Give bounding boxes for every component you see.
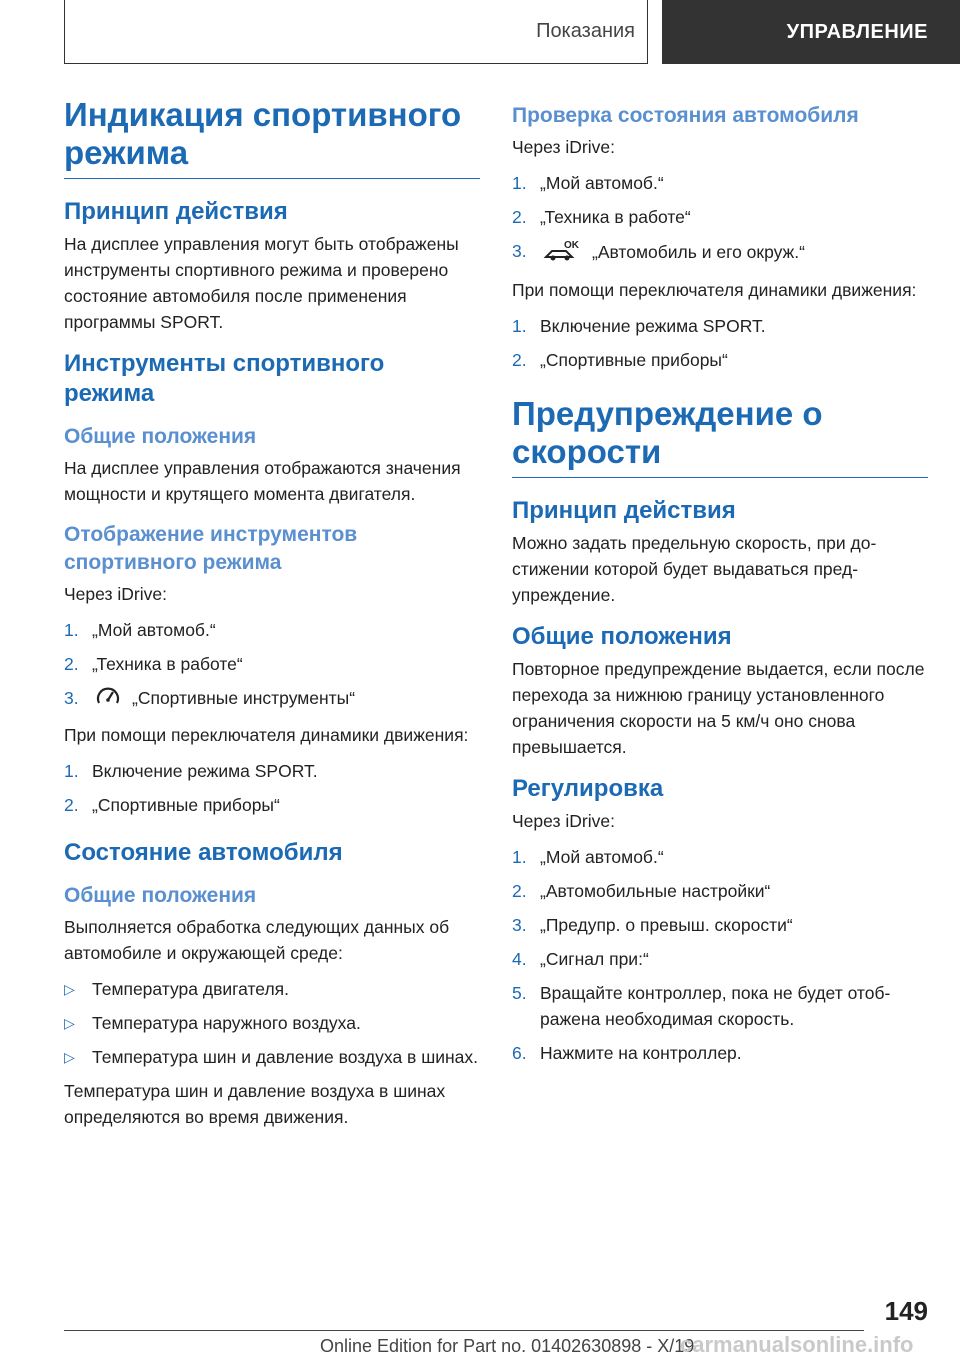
triangle-bullet-icon: ▷	[64, 1049, 75, 1065]
paragraph-tire-data: Температура шин и давление воздуха в шинах определяются во время движения.	[64, 1081, 446, 1127]
list-item: 2. „Техника в работе“	[64, 654, 243, 674]
paragraph-switch: При помощи переключателя динамики движения:	[64, 725, 469, 745]
header-section-tab	[64, 0, 648, 64]
page-number: 149	[884, 1296, 928, 1326]
triangle-bullet-icon: ▷	[64, 981, 75, 997]
watermark: carmanualsonline.info	[680, 1332, 914, 1357]
header-section-label: Показания	[536, 20, 635, 42]
left-column	[64, 96, 480, 1140]
paragraph-via-idrive: Через iDrive:	[512, 137, 615, 157]
section-heading-adjustment: Регулировка	[512, 775, 664, 802]
title-divider	[512, 477, 928, 478]
list-item: ▷ Температура шин и давление воздуха в шинах.	[64, 1044, 480, 1070]
list-item: 2. „Спортивные приборы“	[512, 350, 728, 370]
header-chapter-tab	[662, 0, 960, 64]
page-title-speed-warning: Предупреждение о скорости	[512, 395, 823, 470]
svg-text:OK: OK	[564, 240, 579, 251]
paragraph-data-processing: Выполняется обработка следующих данных об автомобиле и окружающей среде:	[64, 917, 450, 963]
car-ok-icon	[542, 238, 582, 269]
list-item: 1. Включение режима SPORT.	[512, 316, 766, 336]
footer-divider	[64, 1330, 864, 1331]
paragraph-switch: При помощи переключателя динамики движения:	[512, 280, 917, 300]
list-item: 4. „Сигнал при:“	[512, 949, 649, 969]
subheading-display-instruments: Отображение инструментов спортивного режима	[64, 523, 358, 574]
list-item: 2. „Спортивные приборы“	[64, 795, 280, 815]
title-divider	[64, 178, 480, 179]
list-item: 2. „Автомобильные настройки“	[512, 881, 771, 901]
list-item: 1. „Мой автомоб.“	[512, 173, 664, 193]
list-item: 3. „Предупр. о превыш. скорости“	[512, 915, 793, 935]
list-item: 5. Вращайте контроллер, пока не будет отображена необходимая скорость.	[512, 983, 891, 1029]
header-chapter-label: УПРАВЛЕНИЕ	[786, 20, 928, 43]
paragraph-via-idrive: Через iDrive:	[64, 584, 167, 604]
list-item: 1. Включение режима SPORT.	[64, 761, 318, 781]
paragraph-via-idrive: Через iDrive:	[512, 811, 615, 831]
paragraph-general: На дисплее управления отображаются значения мощности и крутящего момента двигателя.	[64, 458, 461, 504]
section-heading-principle-2: Принцип действия	[512, 497, 736, 524]
list-item: 2. „Техника в работе“	[512, 207, 691, 227]
list-item: 6. Нажмите на контроллер.	[512, 1043, 742, 1063]
list-item: ▷ Температура наружного воздуха.	[64, 1010, 480, 1036]
sport-gauge-icon	[94, 685, 122, 714]
section-heading-principle: Принцип действия	[64, 198, 288, 225]
section-heading-vehicle-status: Состояние автомобиля	[64, 839, 343, 866]
page-title-sport-display: Индикация спортивного режима	[64, 96, 462, 171]
section-heading-sport-instruments: Инструменты спортивного режима	[64, 350, 385, 407]
paragraph-speed-limit: Можно задать предельную скорость, при достижении которой будет выдаваться предупреждение.	[512, 533, 877, 605]
list-item: ▷ Температура двигателя.	[64, 976, 480, 1002]
list-item: 1. „Мой автомоб.“	[64, 620, 216, 640]
subheading-check-status: Проверка состояния автомобиля	[512, 104, 859, 127]
subheading-general: Общие положения	[64, 425, 257, 448]
paragraph-principle: На дисплее управления могут быть отображены инструменты спортивного режима и проверено состояние автомобиля после применения программы SPORT.	[64, 234, 459, 332]
triangle-bullet-icon: ▷	[64, 1015, 75, 1031]
list-item: 1. „Мой автомоб.“	[512, 847, 664, 867]
list-item: 3. „Спортивные инструменты“	[64, 685, 480, 714]
paragraph-repeat-warning: Повторное предупреждение выдается, если после перехода за нижнюю границу установленного ограничения скорости на 5 км/ч оно снова превышается.	[512, 659, 925, 757]
right-column	[512, 96, 928, 1074]
section-heading-general: Общие положения	[512, 623, 732, 650]
subheading-general-2: Общие положения	[64, 884, 257, 907]
footer-edition: Online Edition for Part no. 01402630898 - X/19	[320, 1336, 695, 1356]
list-item: 3. OK „Автомобиль и его окруж.“	[512, 238, 928, 269]
